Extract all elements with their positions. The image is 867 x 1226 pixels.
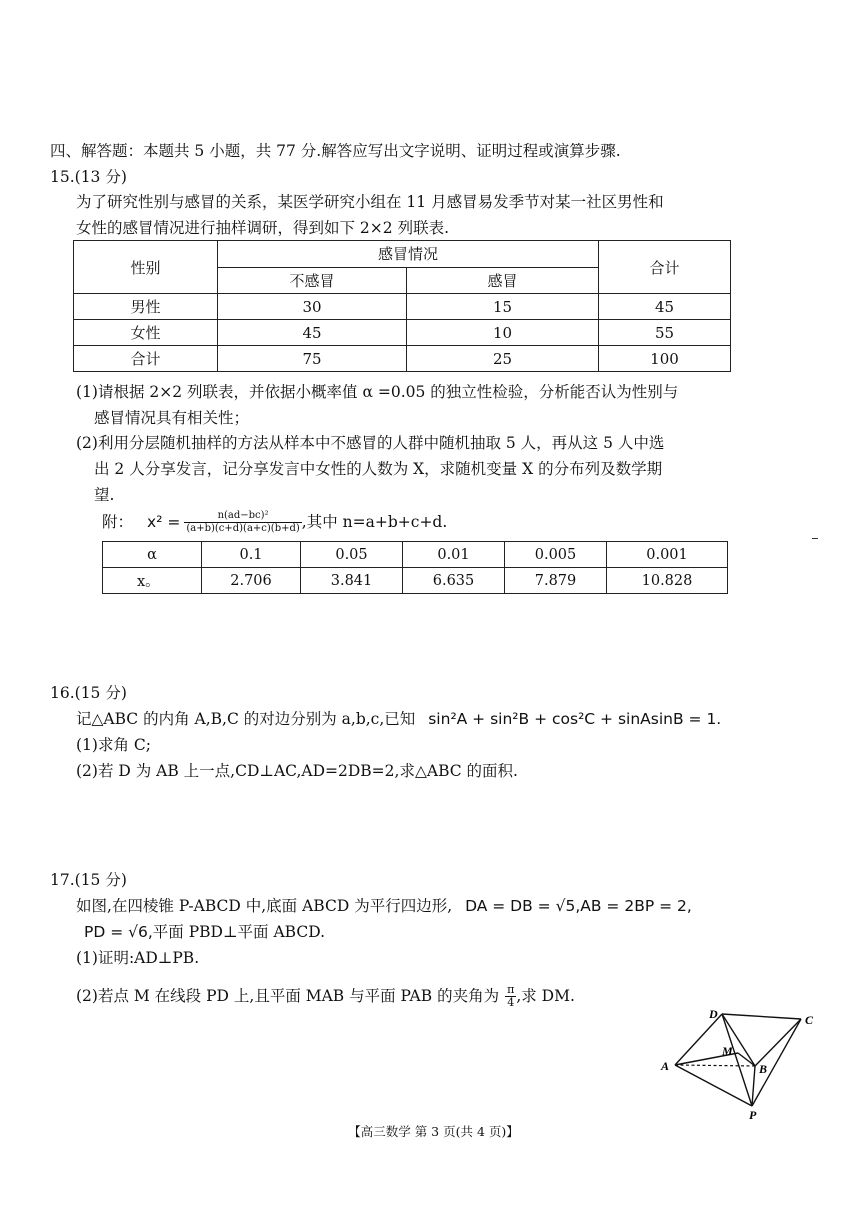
contingency-table [73,240,731,372]
alpha-value: 0.1 [202,542,301,568]
row-label: 男性 [74,294,218,320]
label-a: A [661,1059,670,1073]
q15-part2-line1: (2)利用分层随机抽样的方法从样本中不感冒的人群中随机抽取 5 人，再从这 5 人中选 [76,434,665,452]
formula-fraction [184,510,301,535]
q15-part1-line2: 感冒情况具有相关性； [94,409,250,427]
x-label: x。 [103,568,202,594]
q16-line1 [76,709,721,729]
stray-mark [812,538,818,539]
pyramid-figure [655,1005,825,1123]
q17-heading: 17.(15 分) [50,871,127,889]
page-footer: 【高三数学 第 3 页(共 4 页)】 [348,1124,519,1139]
section-heading: 四、解答题：本题共 5 小题，共 77 分.解答应写出文字说明、证明过程或演算步骤. [50,142,621,160]
header-total: 合计 [599,241,731,294]
cell-cold: 25 [407,346,599,372]
formula-numerator: n(ad−bc)² [184,510,301,523]
cell-no-cold: 45 [218,320,407,346]
q15-heading: 15.(13 分) [50,168,127,186]
q17-part2-tail: ,求 DM. [516,987,575,1005]
header-no-cold: 不感冒 [218,267,407,294]
cell-no-cold: 30 [218,294,407,320]
table-row [103,542,728,568]
formula-tail: ,其中 n=a+b+c+d. [301,513,448,531]
q17-line1-text: 如图,在四棱锥 P-ABCD 中,底面 ABCD 为平行四边形, [76,897,453,915]
cell-cold: 10 [407,320,599,346]
q15-appendix-formula [102,507,447,537]
q17-line2-equation: PD = √6, [84,923,153,941]
label-p: P [749,1108,757,1122]
alpha-value: 0.05 [301,542,403,568]
formula-denominator: (a+b)(c+d)(a+c)(b+d) [186,522,300,534]
table-row [74,294,731,320]
table-row [74,320,731,346]
alpha-value: 0.001 [607,542,728,568]
header-gender: 性别 [74,241,218,294]
edge-ab-hidden [675,1065,755,1066]
q15-part2-line3: 望. [94,486,115,504]
cell-no-cold: 75 [218,346,407,372]
q17-line1 [76,896,692,916]
q16-line1-text: 记△ABC 的内角 A,B,C 的对边分别为 a,b,c,已知 [76,710,416,728]
alpha-value: 0.01 [403,542,505,568]
q16-part2: (2)若 D 为 AB 上一点,CD⊥AC,AD=2DB=2,求△ABC 的面积. [76,762,518,780]
critical-value-table [102,541,728,594]
x-value: 7.879 [505,568,607,594]
header-cold: 感冒 [407,267,599,294]
q15-intro-line1: 为了研究性别与感冒的关系，某医学研究小组在 11 月感冒易发季节对某一社区男性和 [76,193,664,211]
header-cold-status: 感冒情况 [218,241,599,268]
angle-numerator: π [507,982,515,996]
q17-angle-fraction [505,984,516,1009]
x-value: 2.706 [202,568,301,594]
q15-part2-line2: 出 2 人分享发言，记分享发言中女性的人数为 X，求随机变量 X 的分布列及数学期 [94,460,663,478]
alpha-label: α [103,542,202,568]
x-value: 3.841 [301,568,403,594]
alpha-value: 0.005 [505,542,607,568]
label-m: M [722,1044,733,1058]
formula-lhs: x² = [147,513,181,531]
x-value: 10.828 [607,568,728,594]
q17-line2-text: 平面 PBD⊥平面 ABCD. [152,923,326,941]
q17-part2-text: (2)若点 M 在线段 PD 上,且平面 MAB 与平面 PAB 的夹角为 [76,987,500,1005]
table-row [74,346,731,372]
label-b: B [759,1062,768,1076]
q15-part1-line1: (1)请根据 2×2 列联表，并依据小概率值 α =0.05 的独立性检验，分析能否认为性别与 [76,383,679,401]
edge-db [722,1014,755,1066]
q16-heading: 16.(15 分) [50,684,127,702]
cell-total: 55 [599,320,731,346]
q17-part1: (1)证明:AD⊥PB. [76,949,200,967]
q15-intro-line2: 女性的感冒情况进行抽样调研，得到如下 2×2 列联表. [76,219,449,237]
row-label: 女性 [74,320,218,346]
q17-line1-equation: DA = DB = √5,AB = 2BP = 2, [465,897,692,915]
q17-line2 [84,922,325,942]
cell-total: 100 [599,346,731,372]
edge-mb [738,1053,755,1066]
appendix-label: 附： [102,513,134,531]
label-d: D [709,1007,718,1021]
angle-denominator: 4 [507,995,515,1009]
edge-dc [722,1014,801,1019]
edge-bp [752,1066,755,1106]
row-label: 合计 [74,346,218,372]
cell-total: 45 [599,294,731,320]
q16-part1: (1)求角 C; [76,736,151,754]
table-row [103,568,728,594]
label-c: C [805,1013,814,1027]
q16-line1-equation: sin²A + sin²B + cos²C + sinAsinB = 1. [428,710,722,728]
x-value: 6.635 [403,568,505,594]
q17-part2 [76,978,575,1014]
cell-cold: 15 [407,294,599,320]
